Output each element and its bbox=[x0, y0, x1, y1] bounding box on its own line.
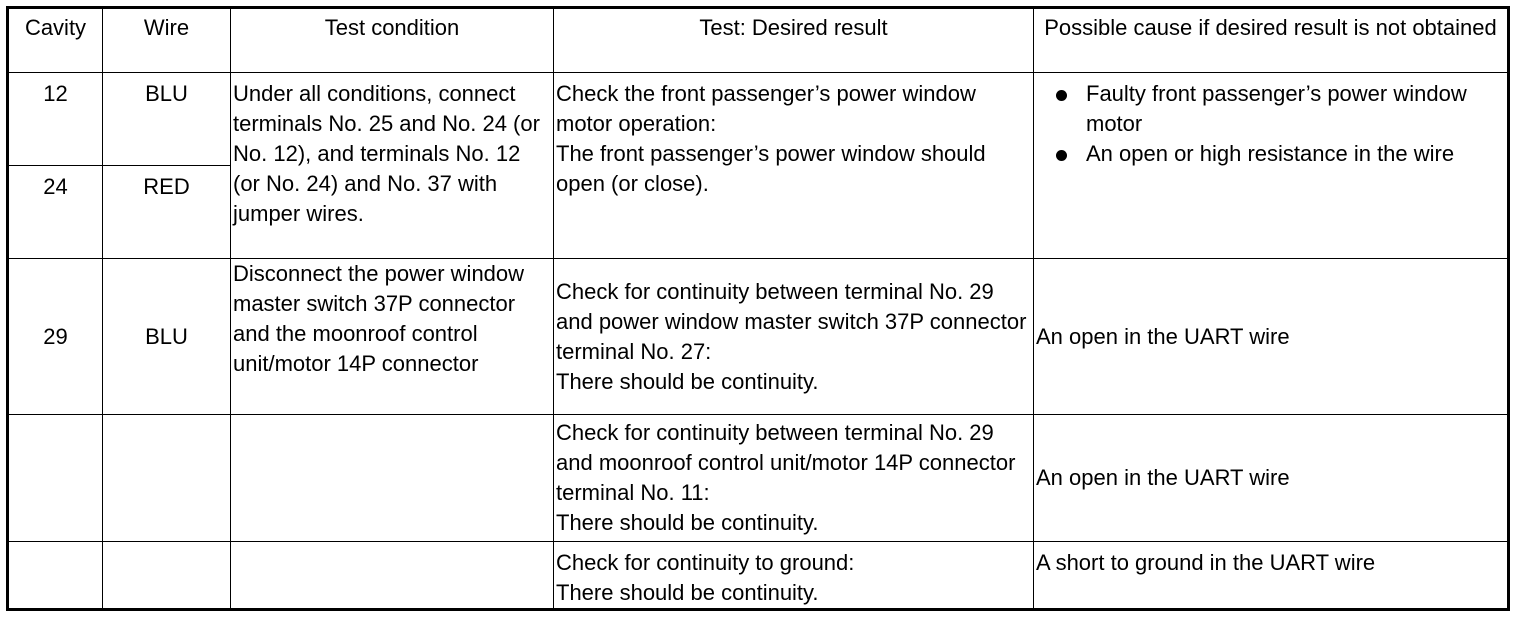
wire-cell: BLU bbox=[103, 73, 231, 166]
cause-text: Faulty front passenger’s power window motor bbox=[1086, 81, 1467, 136]
test-condition-cell: Under all conditions, connect terminals No. 25 and No. 24 (or No. 12), and terminals No. 12 (or No. 24) and No. 37 with jumper wires. bbox=[231, 73, 554, 259]
header-test-condition: Test condition bbox=[231, 8, 554, 73]
wire-cell: RED bbox=[103, 166, 231, 259]
wire-cell bbox=[103, 415, 231, 542]
header-wire: Wire bbox=[103, 8, 231, 73]
wire-cell: BLU bbox=[103, 259, 231, 415]
header-row bbox=[8, 8, 1509, 73]
header-desired-result: Test: Desired result bbox=[554, 8, 1034, 73]
list-item bbox=[1036, 79, 1505, 139]
cavity-cell bbox=[8, 415, 103, 542]
test-condition-cell: Disconnect the power window master switch 37P connector and the moonroof control unit/motor 14P connector bbox=[231, 259, 554, 415]
cavity-cell bbox=[8, 542, 103, 610]
test-condition-cell bbox=[231, 542, 554, 610]
cause-list bbox=[1036, 79, 1505, 169]
possible-cause-cell: A short to ground in the UART wire bbox=[1034, 542, 1509, 610]
cavity-cell: 29 bbox=[8, 259, 103, 415]
possible-cause-cell bbox=[1034, 73, 1509, 259]
header-cavity: Cavity bbox=[8, 8, 103, 73]
desired-result-cell: Check for continuity to ground: There should be continuity. bbox=[554, 542, 1034, 610]
cause-text: An open or high resistance in the wire bbox=[1086, 141, 1455, 166]
desired-result-cell: Check the front passenger’s power window motor operation: The front passenger’s power window should open (or close). bbox=[554, 73, 1034, 259]
desired-result-cell: Check for continuity between terminal No. 29 and power window master switch 37P connector terminal No. 27: There should be continuity. bbox=[554, 259, 1034, 415]
table-row bbox=[8, 259, 1509, 415]
table-row bbox=[8, 73, 1509, 166]
possible-cause-cell: An open in the UART wire bbox=[1034, 259, 1509, 415]
bullet-icon bbox=[1056, 90, 1067, 101]
possible-cause-cell: An open in the UART wire bbox=[1034, 415, 1509, 542]
header-possible-cause: Possible cause if desired result is not obtained bbox=[1034, 8, 1509, 73]
wire-cell bbox=[103, 542, 231, 610]
cavity-cell: 12 bbox=[8, 73, 103, 166]
bullet-icon bbox=[1056, 150, 1067, 161]
table-row bbox=[8, 415, 1509, 542]
list-item bbox=[1036, 139, 1505, 169]
desired-result-cell: Check for continuity between terminal No. 29 and moonroof control unit/motor 14P connector terminal No. 11: There should be continuity. bbox=[554, 415, 1034, 542]
diagnostic-table bbox=[6, 6, 1510, 611]
test-condition-cell bbox=[231, 415, 554, 542]
cavity-cell: 24 bbox=[8, 166, 103, 259]
table-row bbox=[8, 542, 1509, 610]
